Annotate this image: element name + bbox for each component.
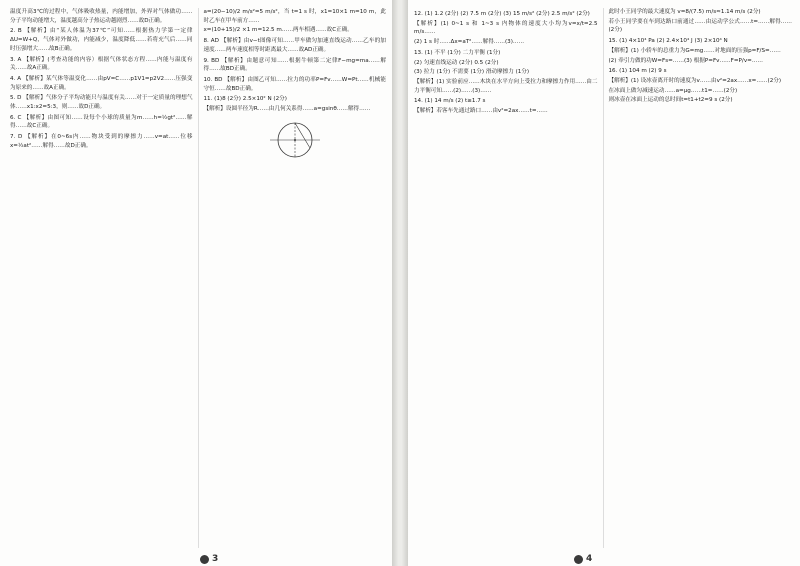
- question-16: 16. (1) 104 m (2) 9 s: [608, 68, 667, 75]
- paragraph: (2) 匀速直线运动 (2分) 0.5 (2分): [414, 59, 499, 66]
- paragraph: 在冰面上做匀减速运动……a=μg……t1=……(2分): [608, 87, 738, 94]
- paragraph: 则冰壶在冰面上运动的总时间t=t1+t2=9 s (2分): [608, 97, 733, 104]
- question-6: 6. C 【解析】由图可知……设每个小球的质量为m……h=½gt²……解得……故C正确。: [10, 114, 193, 130]
- question-2: 2. B 【解析】由“某人体温为37℃”可知……根据热力学第一定律ΔU=W+Q，气体对外做功，内能减少，温度降低……若将充气后……同时压强增大……故B正确。: [10, 28, 193, 52]
- paragraph: x=(10+15)/2 ×1 m=12.5 m……两车相遇……故C正确。: [203, 27, 353, 34]
- question-12: 12. (1) 1.2 (2分) (2) 7.5 m (2分) (3) 15 m/s² (2分) 2.5 m/s² (2分): [414, 11, 590, 17]
- paragraph: 【解析】(1) 设冰壶离开时的速度为v……由v²=2ax……x=……(2分): [608, 77, 782, 84]
- paragraph: a=(20−10)/2 m/s²=5 m/s²，当 t=1 s 时，x1=10×1 m=10 m，此时乙车在甲车前方……: [203, 9, 386, 24]
- paragraph: 【解析】(1) 实验前应……木块在水平方向上受拉力和摩擦力作用……由二力平衡可知……(2)……(3)……: [414, 78, 598, 94]
- paragraph: 温度升高3℃的过程中，气体吸收热量，内能增加，外界对气体做功……分子平均动能增大，温度越高分子热运动越剧烈……故D正确。: [10, 9, 193, 24]
- question-7: 7. D 【解析】在0~6s内……物块受到的摩擦力……v=at……位移x=½at²……解得……故D正确。: [10, 134, 193, 149]
- book-gutter: [392, 0, 408, 566]
- page-number: 3: [200, 554, 218, 564]
- paragraph: 此时小王同学的最大速度为 v=8/(7.5) m/s≈1.14 m/s (2分): [608, 9, 761, 15]
- question-13: 13. (1) 不平 (1分) 二力平衡 (1分): [414, 49, 501, 56]
- question-11: 11. (1)8 (2分) 2.5×10² N (2分): [203, 96, 287, 103]
- paragraph: 【解析】若客车先通过路口……由v²=2ax……t=……: [414, 108, 548, 115]
- question-3: 3. A 【解析】(考查功能的内容）根据气体状态方程……内能与温度有关……故A正确。: [10, 56, 193, 72]
- question-4: 4. A 【解析】某气体等温变化……由pV=C……p1V1=p2V2……压强变为原来的……故A正确。: [10, 75, 193, 91]
- left-column-1: [10, 8, 198, 548]
- paragraph: (3) 拉力 (1分) 不需要 (1分) 滑动摩擦力 (1分): [414, 69, 530, 76]
- paragraph: (2) 牵引力做的功W=Fs=……(3) 根据P=Fv……F=P/v=……: [608, 57, 764, 64]
- left-page: [0, 0, 392, 566]
- page-marker-icon: [574, 555, 583, 564]
- question-8: 8. AD 【解析】由v−t图像可知……甲车做匀加速直线运动……乙车的加速度……两车速度相等时距离最大……故AD正确。: [203, 38, 386, 53]
- right-column-1: [414, 8, 603, 548]
- paragraph: 【解析】(1) 小轿车的总重力为G=mg……对地面的压强p=F/S=……: [608, 47, 781, 54]
- left-column-2: [198, 8, 387, 548]
- question-14: 14. (1) 14 m/s (2) t≥1.7 s: [414, 98, 486, 105]
- paragraph: 【解析】设圆半径为R……由几何关系得……a=gsinθ……解得……: [203, 106, 371, 113]
- paragraph: (2) 1 s 时……Δx=aT²……解得……(3)……: [414, 39, 525, 46]
- right-column-2: [603, 8, 793, 548]
- right-page: [408, 0, 800, 566]
- question-5: 5. D 【解析】气体分子平均动能只与温度有关……对于一定质量的理想气体……x1:x2=5:3，则……故D正确。: [10, 95, 193, 111]
- page-number: 4: [574, 554, 592, 564]
- question-9: 9. BD 【解析】由题意可知……根据牛顿第二定律F−mg=ma……解得……故BD正确。: [203, 57, 386, 73]
- paragraph: 若小王同学要在车到达路口前通过……由运动学公式……t=……解得……(2分): [608, 18, 792, 34]
- question-15: 15. (1) 4×10⁴ Pa (2) 2.4×10⁴ J (3) 2×10⁴ N: [608, 38, 728, 45]
- paragraph: 【解析】(1) 0~1 s 和 1~3 s 内物体的速度大小均为v=x/t=2.5 m/s……: [414, 20, 598, 36]
- circle-geometry-diagram: [260, 116, 330, 160]
- question-10: 10. BD 【解析】由图乙可知……拉力的功率P=Fv……W=Pt……机械能守恒……故BD正确。: [203, 76, 386, 92]
- page-marker-icon: [200, 555, 209, 564]
